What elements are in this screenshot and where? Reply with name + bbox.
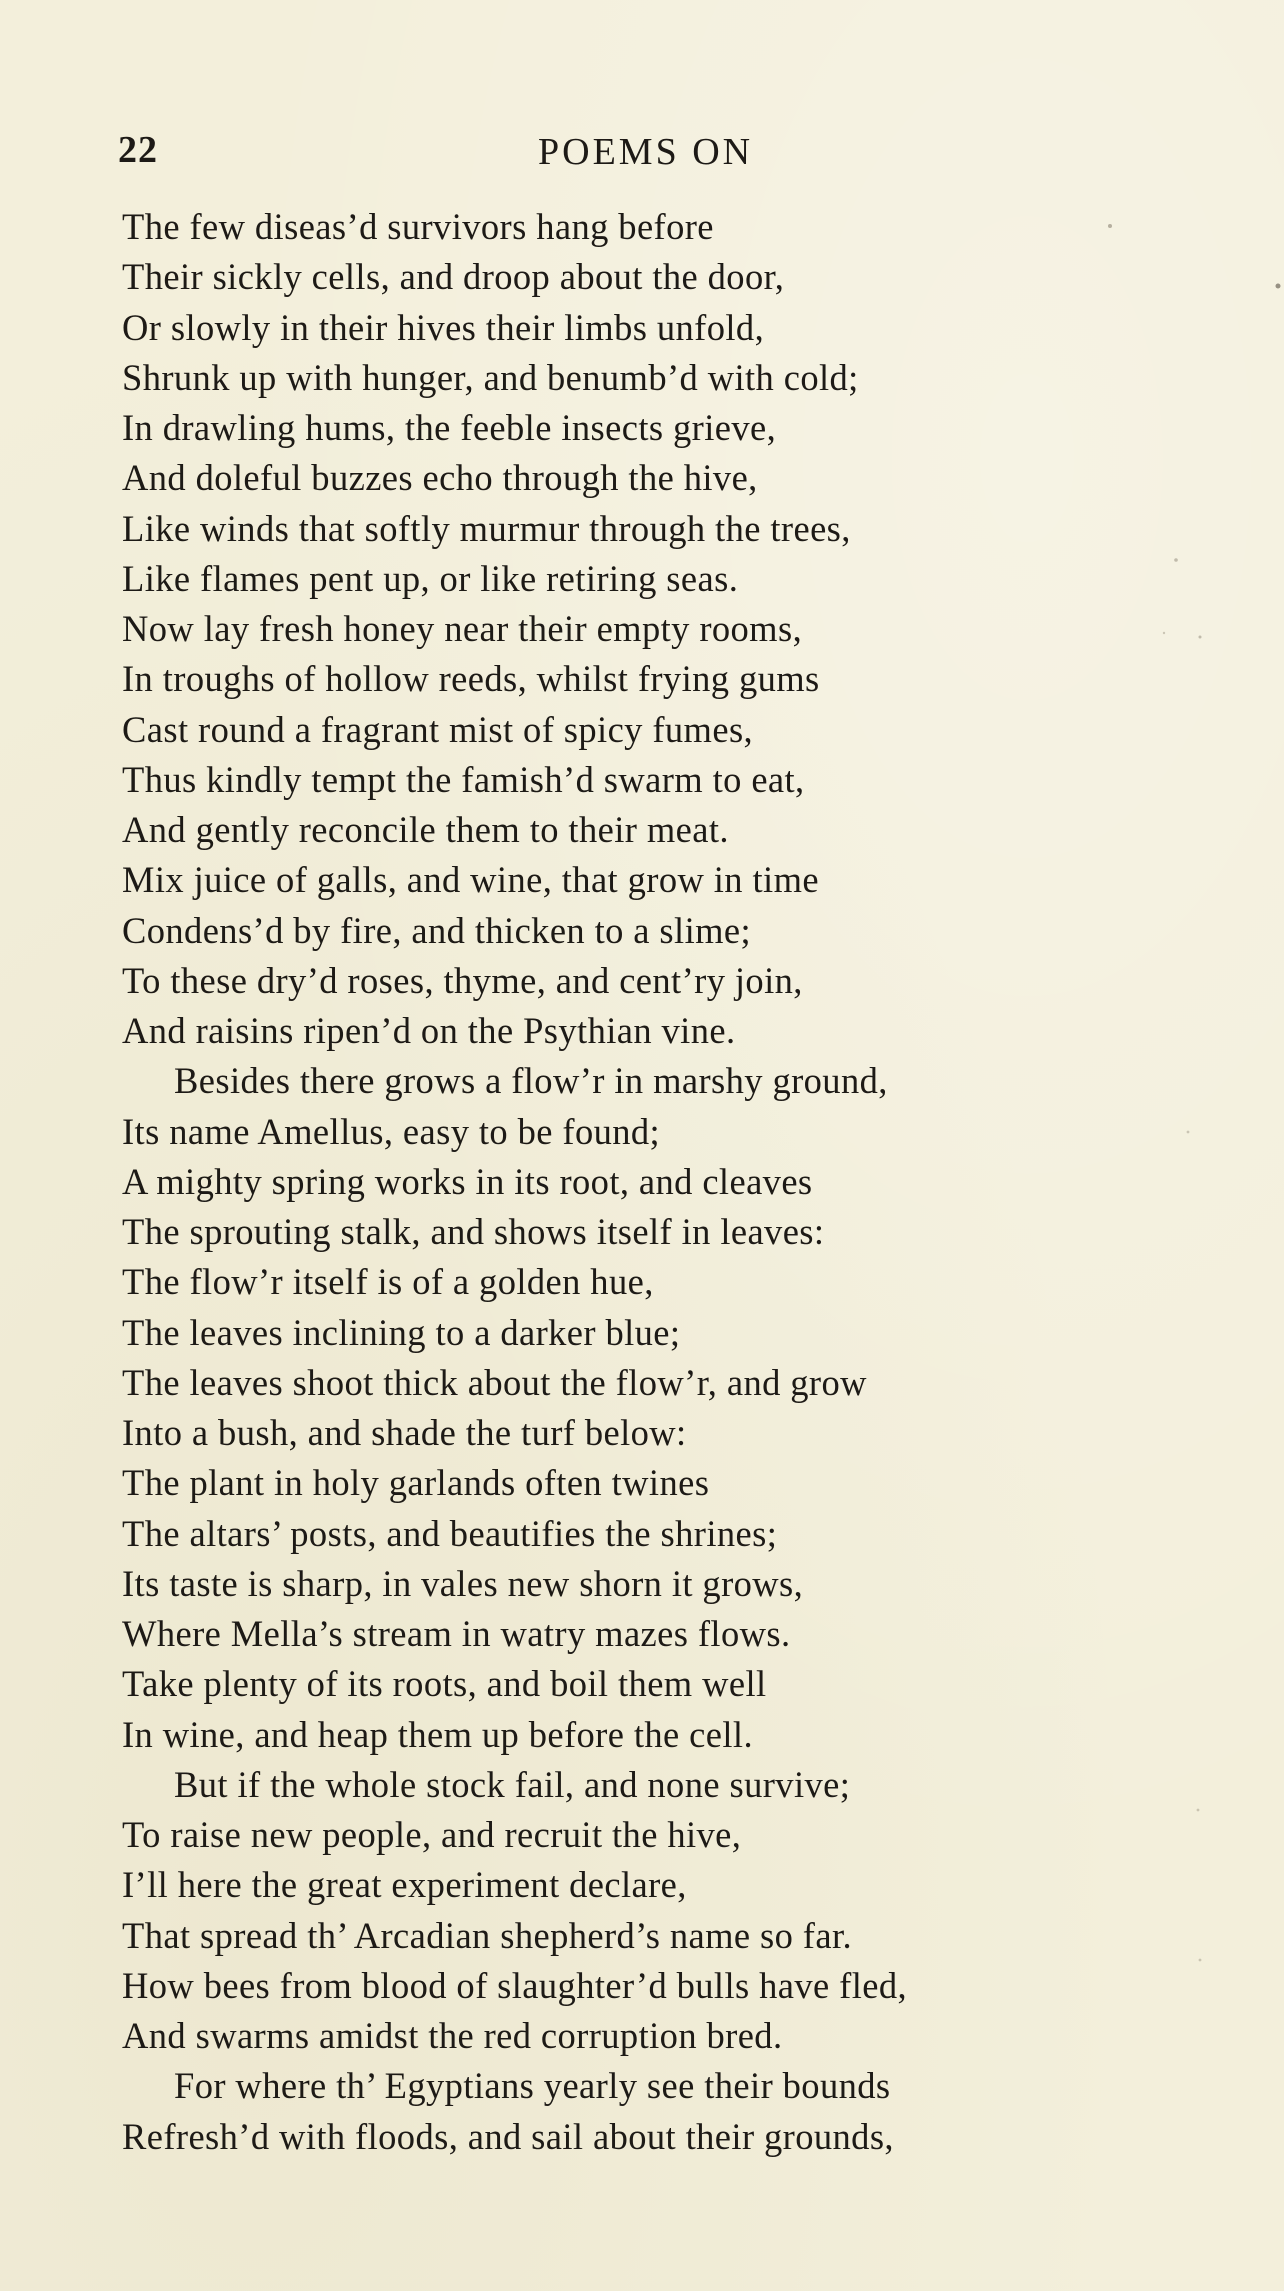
poem-line: Cast round a fragrant mist of spicy fumes, [122, 708, 754, 750]
poem-line: Where Mella’s stream in watry mazes flows. [122, 1613, 791, 1654]
poem-line: The plant in holy garlands often twines [122, 1462, 710, 1504]
poem-line: A mighty spring works in its root, and cleaves [122, 1160, 813, 1202]
poem-line: Besides there grows a flow’r in marshy ground, [174, 1060, 888, 1102]
poem-line: Or slowly in their hives their limbs unfold, [122, 306, 765, 348]
poem-line: In troughs of hollow reeds, whilst frying gums [122, 658, 820, 700]
poem-line: To these dry’d roses, thyme, and cent’ry join, [122, 959, 803, 1001]
poem-line: That spread th’ Arcadian shepherd’s name so far. [122, 1914, 853, 1956]
poem-line: The leaves inclining to a darker blue; [122, 1311, 681, 1353]
poem-line: Condens’d by fire, and thicken to a slime; [122, 909, 752, 951]
poem-line: Now lay fresh honey near their empty rooms, [122, 608, 803, 649]
poem-line: And swarms amidst the red corruption bred. [122, 2015, 783, 2056]
poem-text [122, 202, 1242, 2162]
poem-line: And raisins ripen’d on the Psythian vine. [122, 1010, 736, 1051]
poem-line: The few diseas’d survivors hang before [122, 206, 714, 247]
poem-line: For where th’ Egyptians yearly see their bounds [174, 2065, 891, 2107]
poem-line: The altars’ posts, and beautifies the shrines; [122, 1512, 778, 1554]
poem-line: Shrunk up with hunger, and benumb’d with cold; [122, 356, 859, 398]
poem-line: But if the whole stock fail, and none survive; [174, 1763, 851, 1805]
poem-line: Mix juice of galls, and wine, that grow in time [122, 859, 819, 901]
poem-line: The leaves shoot thick about the flow’r, and grow [122, 1361, 867, 1403]
poem-line: Its taste is sharp, in vales new shorn it grows, [122, 1562, 804, 1604]
poem-line: And doleful buzzes echo through the hive, [122, 457, 758, 499]
poem-line: In drawling hums, the feeble insects grieve, [122, 407, 777, 448]
poem-line: Its name Amellus, easy to be found; [122, 1110, 661, 1152]
poem-line: Thus kindly tempt the famish’d swarm to eat, [122, 758, 805, 800]
poem-line: Their sickly cells, and droop about the door, [122, 256, 785, 298]
poem-line: Take plenty of its roots, and boil them well [122, 1663, 767, 1705]
poem-line: The sprouting stalk, and shows itself in leaves: [122, 1211, 825, 1252]
poem-line: How bees from blood of slaughter’d bulls have fled, [122, 1964, 908, 2006]
poem-line: In wine, and heap them up before the cell. [122, 1713, 753, 1755]
poem-line: To raise new people, and recruit the hive, [122, 1814, 742, 1855]
poem-line: Refresh’d with floods, and sail about their grounds, [122, 2115, 894, 2157]
poem-line: And gently reconcile them to their meat. [122, 809, 729, 850]
running-head: POEMS ON [538, 131, 754, 173]
poem-line: Like flames pent up, or like retiring seas. [122, 557, 739, 599]
poem-line: Like winds that softly murmur through the trees, [122, 507, 851, 549]
page-header [118, 128, 1228, 188]
poem-line: Into a bush, and shade the turf below: [122, 1412, 687, 1453]
page-number: 22 [118, 129, 158, 171]
poem-line: I’ll here the great experiment declare, [122, 1864, 687, 1906]
poem-line: The flow’r itself is of a golden hue, [122, 1261, 654, 1303]
